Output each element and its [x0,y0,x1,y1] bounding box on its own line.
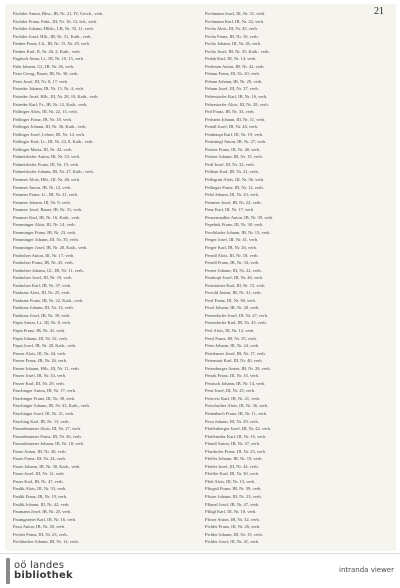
directory-entry: Petersberger Anton, IB, Nr. 28, verh. [205,365,271,371]
directory-entry: Pfoser Anton, IB, Nr. 32, verh. [205,516,260,522]
directory-entry: Pesendorfer Karl, IB, Nr. 43, verh. [205,320,267,326]
directory-entry: Padner Franz, Llt., IB, Nr. 15, Nr. 29, verh. [13,41,90,47]
directory-entry: Peham Franz, III, Nr. 20, verh. [205,71,260,77]
directory-entry: Peilstein Johann, III, Nr. 11, verh. [205,116,266,122]
directory-entry: Passenbrunner Johann, III, Nr. 18, verh. [13,441,85,447]
directory-entry: Peterbauer Josef, IB, Nr. 17, verh. [205,350,266,356]
directory-entry: Pemmer Josef, IB, Nr. 24, verh. [205,199,262,205]
directory-entry: Paireder Karl, Fr., IB, Nr. 12, Kath., verh. [13,101,88,107]
directory-entry: Peitl Josef, III, Nr. 32, verh. [205,161,255,167]
directory-entry: Peherstorfer Alois, III, Nr. 28, verh. [205,101,269,107]
directory-entry: Petrak Franz, III, Nr. 33, verh. [205,373,260,379]
directory-entry: Pfandl Anton, IB, Nr. 37, verh. [205,441,261,447]
directory-entry: Perschl Anton, IB, Nr. 31, verh. [205,290,262,296]
directory-entry: Pfeil Alois, III, Nr. 13, verh. [205,478,256,484]
directory-entry: Pessl Franz, IB, Nr. 35, verh. [205,335,257,341]
directory-entry: Peindl Josef, IB, Nr. 44, verh. [205,124,259,130]
directory-entry: Paumann Josef, IB, Nr. 25, verh. [13,509,72,515]
directory-entry: Pauer Anton, IB, Nr. 40, verh. [13,448,67,454]
directory-entry: Pelikan Karl, IB, Nr. 21, verh. [205,169,259,175]
directory-entry: Pedersen Anton, IB, Nr. 42, verh. [205,63,265,69]
directory-entry: Papst Johann, III, Nr. 32, verh. [13,335,68,341]
directory-entry: Pfister Johann, III, Nr. 23, verh. [205,494,262,499]
directory-entry: Pachtler Johann, Hlfsb., LB, Nr. 35, 11, verh. [13,26,94,32]
directory-entry: Pauer Johann, IB, Nr. 30, Kath., verh. [13,463,81,469]
directory-entry: Pammer Karl, IB, Nr. 16, Kath., verh. [13,214,81,220]
directory-entry: Pachtler Franz, Fnkt., III, Nr. 16, 12, led., verh. [13,18,98,24]
directory-entry: Pecho Josef, IB, Nr. 35, Kath., verh. [205,48,270,54]
directory-entry: Pahr Johann, Gl., IB, Nr. 26, verh. [13,63,75,69]
directory-entry: Paschinger Franz, III, Nr. 38, verh. [13,395,76,401]
directory-entry: Pankratz Josef, IB, Nr. 39, verh. [13,312,71,318]
directory-entry: Pfaffenberger Josef, IB, Nr. 42, verh. [205,426,272,432]
directory-entry: Paulik Franz, IB, Nr. 19, verh. [13,494,68,499]
directory-entry: Palmetshofer Anton, IB, Nr. 33, verh. [13,154,81,160]
directory-entry: Pecher Franz, III, Nr. 23, verh. [13,531,68,537]
directory-entry: Pecho Alois, III, Nr. 45, verh. [205,26,258,32]
directory-entry: Paulik Alois, III, Nr. 33, verh. [13,486,67,492]
directory-entry: Pecho Franz, IB, Nr. 10, verh. [205,33,259,39]
directory-entry: Pfeiffer Karl, IB, Nr. 30, verh. [205,471,259,477]
directory-entry: Perzl Johann, IB, Nr. 20, verh. [205,305,260,311]
directory-entry: Pankratz Alois, III, Nr. 25, verh. [13,290,71,296]
directory-entry: Paireder Johann, IB, Nr. 15, Nr. 4, verh. [13,86,85,92]
directory-entry: Perndl Franz, IB, Nr. 34, verh. [205,260,260,266]
directory-entry: Pagitsch Anna, Lt., III, Nr. 10, 15, verh. [13,56,85,62]
directory-entry: Peisser Franz, III, Nr. 40, verh. [205,146,261,152]
left-column [13,10,193,546]
directory-entry: Paulik Johann, III, Nr. 42, verh. [13,501,70,507]
directory-entry: Palfinger Josef, Lehrer, IB, Nr. 14, verh. [13,131,85,137]
directory-entry: Pernkopf Josef, IB, Nr. 46, verh. [205,275,264,281]
directory-entry: Palfinger Karl, Lt., IB, Nr. 24, 8, Kath., verh. [13,139,94,145]
directory-entry: Pflügl Karl, III, Nr. 18, verh. [205,509,257,515]
directory-entry: Paier Josef, III, Nr. 8, 17, verh. [13,78,69,84]
logo-text [14,561,73,581]
directory-entry: Pankratz Johann, III, Nr. 13, verh. [13,305,74,311]
directory-entry: Petrovic Karl, IB, Nr. 21, verh. [205,395,261,401]
directory-entry: Pernsteiner Karl, III, Nr. 15, verh. [205,282,266,288]
page-number: 21 [374,6,384,17]
directory-entry: Palfinger Johann, III, Nr. 36, Kath., verh. [13,124,87,130]
directory-entry: Petrasch Johann, IB, Nr. 14, verh. [205,380,266,386]
directory-entry: Perger Karl, IB, Nr. 26, verh. [205,244,257,250]
directory-entry: Pamminger Franz, IB, Nr. 23, verh. [13,229,77,235]
directory-entry: Papst Franz, IB, Nr. 41, verh. [13,327,66,333]
directory-entry: Papst Josef, IB, Nr. 20, Kath., verh. [13,343,77,349]
directory-entry: Papst Anton, Lt., III, Nr. 8, verh. [13,320,72,326]
directory-entry: Pfeifer Josef, III, Nr. 44, verh. [205,463,259,469]
directory-entry: Peil Franz, IB, Nr. 33, verh. [205,109,255,115]
directory-entry: Penzenstadler Anton, IB, Nr. 39, verh. [205,214,274,220]
directory-entry: Passenbrunner Alois, III, Nr. 27, verh. [13,426,81,432]
directory-entry: Perndl Alois, III, Nr. 18, verh. [205,252,259,258]
directory-entry: Pachtler Anton, Bkw., IB, Nr. 21, IV, Gesch., verh. [13,11,104,16]
directory-entry: Parzer Karl, III, Nr. 29, verh. [13,380,65,386]
directory-entry: Parzer Franz, IB, Nr. 26, verh. [13,358,68,364]
directory-entry: Pankratz Franz, IB, Nr. 22, Kath., verh. [13,297,84,303]
directory-entry: Pesendorfer Josef, III, Nr. 27, verh. [205,312,268,318]
directory-entry: Pfeffer Johann, IB, Nr. 19, verh. [205,456,263,462]
directory-entry: Pellinger Franz, IB, Nr. 12, verh. [205,184,264,190]
directory-entry: Pamminger Johann, III, Nr. 35, verh. [13,237,79,243]
directory-entry: Pfaffeneder Karl, III, Nr. 16, verh. [205,433,267,439]
directory-entry: Pechmann Karl, IB, Nr. 22, verh. [205,18,265,24]
directory-entry: Peinstingl Anton, IB, Nr. 27, verh. [205,139,267,145]
directory-entry: Pettenbach Franz, IB, Nr. 11, verh. [205,410,268,416]
directory-entry: Pechmann Josef, III, Nr. 31, verh. [205,11,266,16]
directory-entry: Panholzer Franz, IB, Nr. 45, verh. [13,260,74,266]
directory-entry: Pammer Josef, Bauer, IB, Nr. 31, verh. [13,207,83,213]
directory-entry: Pasching Karl, IB, Nr. 13, verh. [13,418,70,424]
right-column [205,10,381,546]
directory-entry: Pesl Alois, III, Nr. 12, verh. [205,327,255,333]
directory-entry: Pechhacker Johann, IB, Nr. 14, verh. [13,539,79,545]
directory-entry: Perchthaler Johann, IB, Nr. 13, verh. [205,229,271,235]
directory-entry: Paschinger Anton, IB, Nr. 17, verh. [13,388,77,394]
viewer-footer [0,553,400,588]
directory-entry: Pellegrini Alois, III, Nr. 36, verh. [205,177,265,183]
directory-entry: Palfinger Alois, III, Nr. 22, 13, verh. [13,109,78,115]
directory-entry: Peherstorfer Karl, IB, Nr. 16, verh. [205,94,268,100]
directory-entry: Petermair Karl, III, Nr. 40, verh. [205,358,263,364]
directory-entry: Pepelnik Franz, III, Nr. 30, verh. [205,222,264,228]
directory-entry: Pelzl Johann, III, Nr. 43, verh. [205,192,260,198]
directory-entry: Pecho Johann, III, Nr. 26, verh. [205,41,262,47]
directory-entry: Panholzer Karl, IB, Nr. 37, verh. [13,282,72,288]
directory-entry: Palmetshofer Johann, IB, Nr. 27, Kath., verh. [13,169,94,175]
directory-entry: Pauer Josef, III, Nr. 12, verh. [13,471,65,477]
directory-entry: Pammer Franz, Lt., IB, Nr. 21, verh. [13,192,78,198]
directory-entry: Padner Karl, II, Nr. 26, 2, Kath., verh. [13,48,81,54]
directory-entry: Perger Josef, III, Nr. 41, verh. [205,237,259,243]
directory-entry: Pedak Karl, III, Nr. 14, verh. [205,56,257,62]
directory-entry: Pichler Franz, III, Nr. 26, verh. [205,524,261,530]
directory-entry: Pexa Johann, III, Nr. 29, verh. [205,418,259,424]
directory-entry: Paxa Anton, IB, Nr. 38, verh. [13,524,66,530]
directory-entry: Pamminger Alois, III, Nr. 14, verh. [13,222,76,228]
directory-entry: Pauer Franz, III, Nr. 24, verh. [13,456,66,462]
logo-line-2: bibliothek [14,570,73,581]
directory-entry: Parzer Alois, III, Nr. 44, verh. [13,350,67,356]
directory-entry: Paschinger Josef, III, Nr. 21, verh. [13,410,75,416]
directory-entry: Pammer Johann, III, Nr. 9, verh. [13,199,71,205]
directory-entry: Pfingstl Franz, IB, Nr. 39, verh. [205,486,262,492]
directory-entry: Pauer Karl, IB, Nr. 47, verh. [13,478,64,484]
directory-entry: Panholzer Johann, Gl., IB, Nr. 11, verh. [13,267,84,273]
directory-entry: Pertl Franz, III, Nr. 38, verh. [205,297,257,303]
directory-entry: Petri Josef, III, Nr. 45, verh. [205,388,255,394]
directory-entry: Pammer Anton, IB, Nr. 12, verh. [13,184,72,190]
logo-line-1: oö landes [14,560,65,571]
directory-entry: Pichler Josef, III, Nr. 41, verh. [205,539,260,545]
directory-entry: Parzer Josef, IB, Nr. 34, verh. [13,373,67,379]
directory-entry: Paireder Josef, Hfb., III, Nr. 28, 10, Kath., verh. [13,94,99,100]
directory-entry: Pfarrhofer Franz, III, Nr. 25, verh. [205,448,266,454]
directory-entry: Peinhaupt Karl, III, Nr. 19, verh. [205,131,264,137]
logo-mark-icon [6,558,10,584]
directory-entry: Panholzer Anton, III, Nr. 17, verh. [13,252,75,258]
directory-entry: Pichler Johann, IB, Nr. 15, verh. [205,531,263,537]
directory-entry: Panholzer Josef, III, Nr. 19, verh. [13,275,73,281]
directory-entry: Peisser Johann, IB, Nr. 15, verh. [205,154,263,160]
directory-entry: Palmetshofer Franz, III, Nr. 15, verh. [13,161,80,167]
viewer-brand[interactable]: intranda viewer [339,566,394,574]
directory-entry: Palfinger Maria, III, Nr. 42, verh. [13,146,73,152]
directory-entry: Palfinger Franz, IB, Nr. 18, verh. [13,116,73,122]
directory-entry: Pflanzl Josef, IB, Nr. 47, verh. [205,501,260,507]
directory-entry: Paier Georg, Bauer, IB, Nr. 30, verh. [13,71,79,77]
library-logo[interactable] [6,558,73,584]
directory-entry: Petschacher Alois, III, Nr. 36, verh. [205,403,269,409]
directory-entry: Passenbrunner Franz, IB, Nr. 36, verh. [13,433,82,439]
directory-entry: Perner Johann, III, Nr. 22, verh. [205,267,262,273]
directory-entry: Peham Josef, III, Nr. 37, verh. [205,86,259,92]
directory-entry: Paumgartner Karl, III, Nr. 16, verh. [13,516,77,522]
directory-entry: Peter Johann, III, Nr. 24, verh. [205,343,260,349]
scanned-page[interactable] [5,4,396,551]
directory-entry: Pachtler Josef, Hfb., IB, Nr. 31, Kath., verh. [13,33,92,39]
directory-entry: Pammer Alois, Hfb., III, Nr. 46, verh. [13,177,81,183]
directory-entry: Paschinger Johann, IB, Nr. 43, Kath., verh. [13,403,90,409]
directory-entry: Pamminger Josef, IB, Nr. 28, Kath., verh. [13,244,88,250]
directory-entry: Penz Karl, III, Nr. 17, verh. [205,207,255,213]
directory-entry: Peham Johann, IB, Nr. 29, verh. [205,78,263,84]
directory-entry: Parzer Johann, Hfb., III, Nr. 11, verh. [13,365,80,371]
